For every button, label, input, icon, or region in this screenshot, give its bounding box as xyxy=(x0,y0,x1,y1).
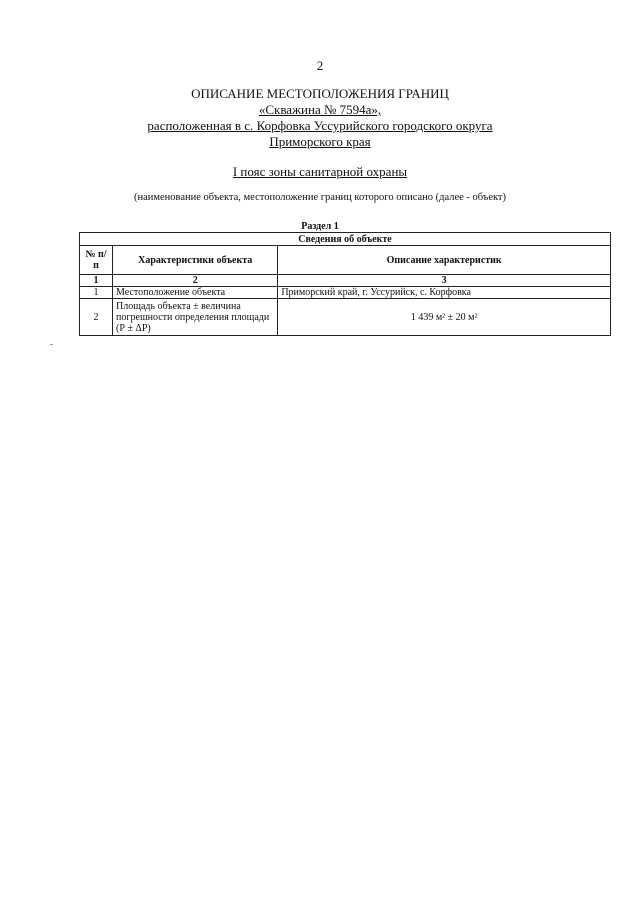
table-row xyxy=(80,299,611,336)
header-number: № п/п xyxy=(80,246,113,275)
zone-title: I пояс зоны санитарной охраны xyxy=(232,164,408,179)
scan-mark xyxy=(50,344,53,345)
title-line-1: ОПИСАНИЕ МЕСТОПОЛОЖЕНИЯ ГРАНИЦ xyxy=(191,86,449,101)
column-number: 2 xyxy=(113,275,278,287)
table-caption-row xyxy=(80,233,611,246)
row-characteristic: Площадь объекта ± величина погрешности определения площади (Р ± ΔР) xyxy=(113,299,278,336)
row-description: 1 439 м² ± 20 м² xyxy=(278,299,611,336)
page-number: 2 xyxy=(316,58,324,73)
column-number: 3 xyxy=(278,275,611,287)
header-description: Описание характеристик xyxy=(278,246,611,275)
table-row xyxy=(80,287,611,299)
object-note: (наименование объекта, местоположение границ которого описано (далее - объект) xyxy=(133,192,507,203)
row-number: 2 xyxy=(80,299,113,336)
column-number: 1 xyxy=(80,275,113,287)
column-number-row xyxy=(80,275,611,287)
title-line-2: «Скважина № 7594а», xyxy=(258,102,382,117)
section-title: Раздел 1 xyxy=(301,221,339,232)
row-characteristic: Местоположение объекта xyxy=(113,287,278,299)
table-caption: Сведения об объекте xyxy=(80,233,611,246)
title-line-3: расположенная в с. Корфовка Уссурийского городского округа xyxy=(147,118,493,133)
document-title xyxy=(0,86,640,150)
row-number: 1 xyxy=(80,287,113,299)
table-header-row xyxy=(80,246,611,275)
header-characteristic: Характеристики объекта xyxy=(113,246,278,275)
title-line-4: Приморского края xyxy=(269,134,371,149)
row-description: Приморский край, г. Уссурийск, с. Корфовка xyxy=(278,287,611,299)
object-info-table xyxy=(79,232,611,336)
